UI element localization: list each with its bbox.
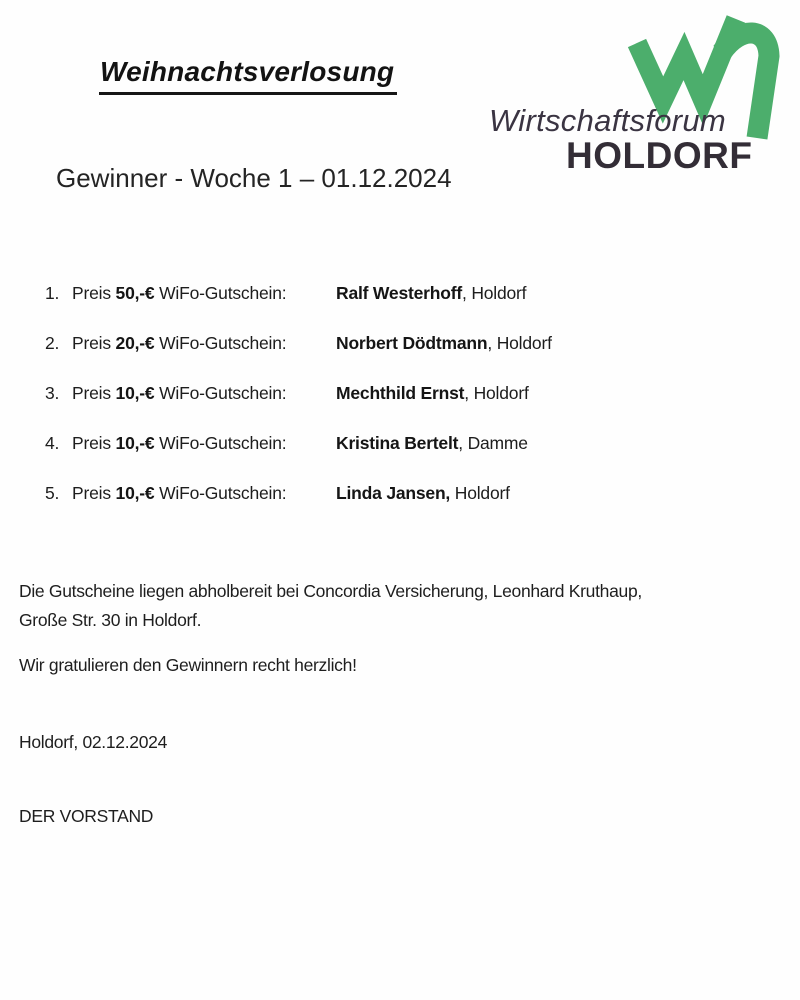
page-title: Weihnachtsverlosung bbox=[99, 57, 397, 95]
week-subtitle: Gewinner - Woche 1 – 01.12.2024 bbox=[56, 163, 452, 193]
winner-name: Kristina Bertelt bbox=[336, 433, 459, 453]
winner-name-city bbox=[336, 333, 552, 354]
winner-rank: 3. bbox=[45, 383, 60, 403]
winner-name: Linda Jansen, bbox=[336, 483, 451, 503]
pickup-line-1: Die Gutscheine liegen abholbereit bei Concordia Versicherung, Leonhard Kruthaup, bbox=[19, 581, 642, 601]
signature-line: DER VORSTAND bbox=[19, 806, 154, 826]
winner-city: , Holdorf bbox=[464, 383, 529, 403]
winner-row-2 bbox=[0, 333, 800, 354]
winner-city: , Damme bbox=[458, 433, 528, 453]
prize-prefix: Preis bbox=[72, 283, 111, 303]
winner-row-4 bbox=[0, 433, 800, 454]
prize-prefix: Preis bbox=[72, 433, 111, 453]
prize-amount: 50,-€ bbox=[115, 283, 155, 303]
prize-description bbox=[72, 333, 336, 354]
prize-amount: 20,-€ bbox=[115, 333, 155, 353]
winner-row-1 bbox=[0, 283, 800, 304]
winner-name-city bbox=[336, 483, 510, 504]
prize-suffix: WiFo-Gutschein: bbox=[159, 283, 287, 303]
prize-prefix: Preis bbox=[72, 383, 111, 403]
prize-suffix: WiFo-Gutschein: bbox=[159, 483, 287, 503]
pickup-info-paragraph bbox=[19, 577, 719, 634]
prize-description bbox=[72, 383, 336, 404]
winner-name-city bbox=[336, 383, 529, 404]
logo-org-name: Wirtschaftsforum bbox=[489, 103, 727, 138]
prize-description bbox=[72, 433, 336, 454]
congratulations-line: Wir gratulieren den Gewinnern recht herzlich! bbox=[19, 655, 357, 675]
winner-rank: 4. bbox=[45, 433, 60, 453]
logo-org-city: HOLDORF bbox=[566, 135, 753, 176]
winner-name: Norbert Dödtmann bbox=[336, 333, 488, 353]
winner-city: , Holdorf bbox=[462, 283, 527, 303]
monogram-w-stroke bbox=[637, 19, 736, 100]
prize-amount: 10,-€ bbox=[115, 383, 155, 403]
winner-rank: 5. bbox=[45, 483, 60, 503]
prize-description bbox=[72, 483, 336, 504]
winner-city: , Holdorf bbox=[487, 333, 552, 353]
prize-suffix: WiFo-Gutschein: bbox=[159, 433, 287, 453]
prize-amount: 10,-€ bbox=[115, 433, 155, 453]
winners-list bbox=[0, 283, 800, 533]
prize-description bbox=[72, 283, 336, 304]
winner-name: Mechthild Ernst bbox=[336, 383, 465, 403]
prize-prefix: Preis bbox=[72, 333, 111, 353]
winner-rank: 1. bbox=[45, 283, 60, 303]
pickup-line-2: Große Str. 30 in Holdorf. bbox=[19, 609, 202, 630]
winner-name: Ralf Westerhoff bbox=[336, 283, 462, 303]
prize-suffix: WiFo-Gutschein: bbox=[159, 333, 287, 353]
monogram-h-stroke bbox=[722, 33, 769, 138]
winner-row-3 bbox=[0, 383, 800, 404]
winner-name-city bbox=[336, 433, 528, 454]
prize-suffix: WiFo-Gutschein: bbox=[159, 383, 287, 403]
winner-rank: 2. bbox=[45, 333, 60, 353]
prize-prefix: Preis bbox=[72, 483, 111, 503]
place-and-date: Holdorf, 02.12.2024 bbox=[19, 732, 168, 752]
winner-city: Holdorf bbox=[450, 483, 510, 503]
prize-amount: 10,-€ bbox=[115, 483, 155, 503]
winner-name-city bbox=[336, 283, 526, 304]
winner-row-5 bbox=[0, 483, 800, 504]
